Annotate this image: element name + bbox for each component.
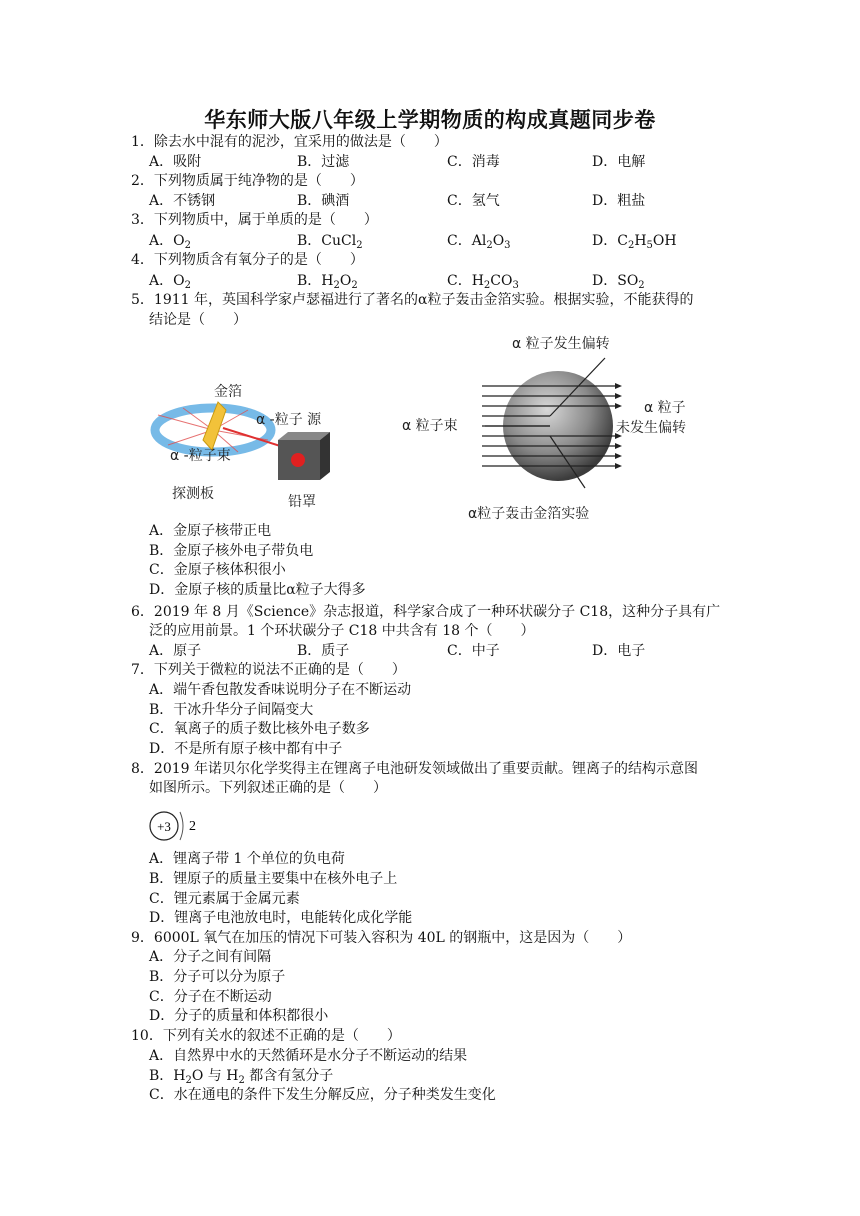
- label-undeflected-2: 未发生偏转: [616, 420, 686, 436]
- question-6-option-b: B．质子: [297, 643, 350, 659]
- lithium-ion-structure-diagram: [146, 806, 202, 846]
- question-7-option-c: C．氧离子的质子数比核外电子数多: [149, 721, 370, 737]
- page-title: 华东师大版八年级上学期物质的构成真题同步卷: [204, 108, 656, 132]
- question-2-stem: 2．下列物质属于纯净物的是（ ）: [131, 173, 364, 189]
- question-6-stem-line-1: 6．2019 年 8 月《Science》杂志报道，科学家合成了一种环状碳分子 C18，这种分子具有广: [131, 604, 721, 620]
- nucleus-charge: +3: [157, 819, 171, 834]
- question-6-stem-line-2: 泛的应用前景。1 个环状碳分子 C18 中共含有 18 个（ ）: [149, 623, 535, 639]
- question-1-option-d: D．电解: [592, 154, 646, 170]
- question-2-option-d: D．粗盐: [592, 193, 646, 209]
- question-8-stem-line-1: 8．2019 年诺贝尔化学奖得主在锂离子电池研发领域做出了重要贡献。锂离子的结构示意图: [131, 761, 698, 777]
- question-3-option-a: A．$O_2$: [149, 233, 191, 251]
- question-6-option-d: D．电子: [592, 643, 646, 659]
- gold-foil-apparatus-figure: [148, 370, 368, 520]
- question-5-option-c: C．金原子核体积很小: [149, 562, 286, 578]
- question-5-stem-line-2: 结论是（ ）: [149, 312, 247, 328]
- question-7-option-d: D．不是所有原子核中都有中子: [149, 741, 343, 757]
- question-2-option-b: B．碘酒: [297, 193, 350, 209]
- question-3-stem: 3．下列物质中，属于单质的是（ ）: [131, 212, 378, 228]
- question-8-option-a: A．锂离子带 1 个单位的负电荷: [149, 851, 345, 867]
- question-3-option-c: C．$Al_2O_3$: [447, 233, 511, 251]
- label-detector-plate: 探测板: [172, 486, 214, 502]
- label-deflected: α 粒子发生偏转: [512, 336, 610, 352]
- question-6-option-a: A．原子: [149, 643, 202, 659]
- question-10-option-b: B．$H_2O$ 与 $H_2$ 都含有氢分子: [149, 1068, 334, 1086]
- question-4-option-d: D．$SO_2$: [592, 273, 645, 291]
- question-3-option-d: D．$C_2H_5OH$: [592, 233, 677, 251]
- label-alpha-source: α -粒子 源: [256, 412, 322, 428]
- question-8-option-d: D．锂离子电池放电时，电能转化成化学能: [149, 910, 413, 926]
- question-6-option-c: C．中子: [447, 643, 500, 659]
- question-10-stem: 10．下列有关水的叙述不正确的是（ ）: [131, 1028, 401, 1044]
- label-lead-shield: 铅罩: [288, 494, 316, 510]
- question-1-stem: 1．除去水中混有的泥沙，宜采用的做法是（ ）: [131, 134, 448, 150]
- question-5-option-b: B．金原子核外电子带负电: [149, 543, 314, 559]
- question-8-option-c: C．锂元素属于金属元素: [149, 891, 300, 907]
- question-4-stem: 4．下列物质含有氧分子的是（ ）: [131, 252, 364, 268]
- alpha-source: [291, 453, 305, 467]
- question-9-stem: 9．6000L 氧气在加压的情况下可装入容积为 40L 的钢瓶中，这是因为（ ）: [131, 930, 632, 946]
- question-8-stem-line-2: 如图所示。下列叙述正确的是（ ）: [149, 780, 387, 796]
- question-2-option-c: C．氢气: [447, 193, 500, 209]
- electron-shell-arc: [180, 812, 183, 840]
- label-gold-foil: 金箔: [214, 384, 242, 400]
- question-1-option-b: B．过滤: [297, 154, 350, 170]
- question-7-option-a: A．端午香包散发香味说明分子在不断运动: [149, 682, 412, 698]
- question-3-option-b: B．CuCl$_2$: [297, 233, 363, 251]
- question-5-option-a: A．金原子核带正电: [149, 523, 272, 539]
- alpha-scattering-figure: [400, 328, 720, 524]
- question-10-option-c: C．水在通电的条件下发生分解反应，分子种类发生变化: [149, 1087, 496, 1103]
- question-9-option-c: C．分子在不断运动: [149, 989, 272, 1005]
- figure-caption: α粒子轰击金箔实验: [468, 506, 590, 522]
- question-5-option-d: D．金原子核的质量比α粒子大得多: [149, 582, 366, 598]
- question-1-option-a: A．吸附: [149, 154, 202, 170]
- label-undeflected-1: α 粒子: [644, 400, 686, 416]
- question-9-option-d: D．分子的质量和体积都很小: [149, 1008, 329, 1024]
- shell-electrons: 2: [189, 819, 196, 834]
- label-alpha-beam-right: α 粒子束: [402, 418, 458, 434]
- question-7-option-b: B．干冰升华分子间隔变大: [149, 702, 314, 718]
- question-8-option-b: B．锂原子的质量主要集中在核外电子上: [149, 871, 398, 887]
- label-alpha-beam: α -粒子束: [170, 448, 231, 464]
- question-10-option-a: A．自然界中水的天然循环是水分子不断运动的结果: [149, 1048, 468, 1064]
- question-1-option-c: C．消毒: [447, 154, 500, 170]
- question-4-option-c: C．$H_2CO_3$: [447, 273, 519, 291]
- question-5-stem-line-1: 5．1911 年，英国科学家卢瑟福进行了著名的α粒子轰击金箔实验。根据实验，不能获得的: [131, 292, 694, 308]
- question-4-option-a: A．$O_2$: [149, 273, 191, 291]
- question-9-option-b: B．分子可以分为原子: [149, 969, 286, 985]
- question-4-option-b: B．$H_2O_2$: [297, 273, 358, 291]
- question-2-option-a: A．不锈钢: [149, 193, 216, 209]
- question-9-option-a: A．分子之间有间隔: [149, 949, 272, 965]
- question-7-stem: 7．下列关于微粒的说法不正确的是（ ）: [131, 662, 406, 678]
